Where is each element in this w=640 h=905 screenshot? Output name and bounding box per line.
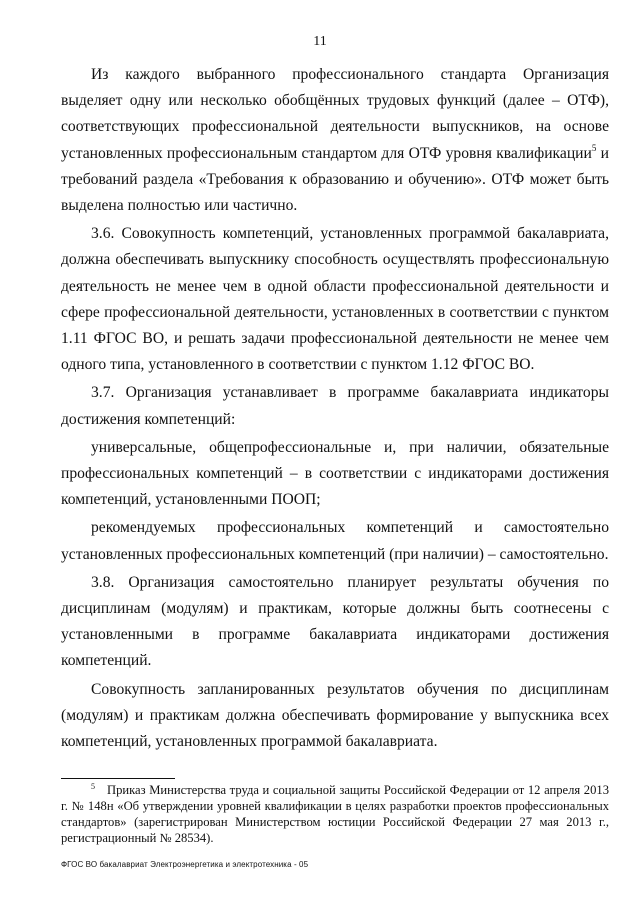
body-text — [61, 62, 609, 755]
paragraph-3-8: 3.8. Организация самостоятельно планирует результаты обучения по дисциплинам (модулям) и практикам, которые должны быть соотнесены с установленными в программе бакалавриата индикаторами достижения компетенций. — [61, 573, 609, 670]
page-number: 11 — [313, 34, 327, 49]
footnote-text: Приказ Министерства труда и социальной защиты Российской Федерации от 12 апреля 2013 г. № 148н «Об утверждении уровней квалификации в целях разработки проектов профессиональных стандартов» (зарегистрирован Министерством юстиции Российской Федерации 27 мая 2013 г., регистрационный № 28534). — [61, 783, 609, 845]
paragraph-3-7-recommended: рекомендуемых профессиональных компетенций и самостоятельно установленных профессиональных компетенций (при наличии) – самостоятельно. — [61, 519, 609, 563]
footnote — [61, 782, 609, 846]
paragraph-intro — [61, 62, 609, 219]
paragraph-final: Совокупность запланированных результатов обучения по дисциплинам (модулям) и практикам должна обеспечивать формирование у выпускника всех компетенций, установленных программой бакалавриата. — [61, 680, 609, 751]
footnote-marker: 5 — [91, 782, 95, 791]
paragraph-intro-text-end: и требований раздела «Требования к образованию и обучению». ОТФ может быть выделена полностью или частично. — [61, 144, 609, 215]
footnote-reference: 5 — [591, 142, 597, 153]
paragraph-intro-text: Из каждого выбранного профессионального стандарта Организация выделяет одну или несколько обобщённых трудовых функций (далее – ОТФ), соответствующих профессиональной деятельности выпускников, на основе установленных профессиональным стандартом для ОТФ уровня квалификации — [61, 66, 609, 162]
page-footer: ФГОС ВО бакалавриат Электроэнергетика и электротехника - 05 — [61, 860, 309, 869]
paragraph-3-7: 3.7. Организация устанавливает в программе бакалавриата индикаторы достижения компетенций: — [61, 384, 609, 428]
paragraph-3-6: 3.6. Совокупность компетенций, установленных программой бакалавриата, должна обеспечивать выпускнику способность осуществлять профессиональную деятельность не менее чем в одной области профессиональной деятельности и сфере профессиональной деятельности, установленных в соответствии с пунктом 1.11 ФГОС ВО, и решать задачи профессиональной деятельности не менее чем одного типа, установленного в соответствии с пунктом 1.12 ФГОС ВО. — [61, 225, 609, 374]
paragraph-3-7-universal: универсальные, общепрофессиональные и, при наличии, обязательные профессиональных компетенций – в соответствии с индикаторами достижения компетенций, установленными ПООП; — [61, 438, 609, 509]
footnote-divider — [61, 778, 175, 779]
